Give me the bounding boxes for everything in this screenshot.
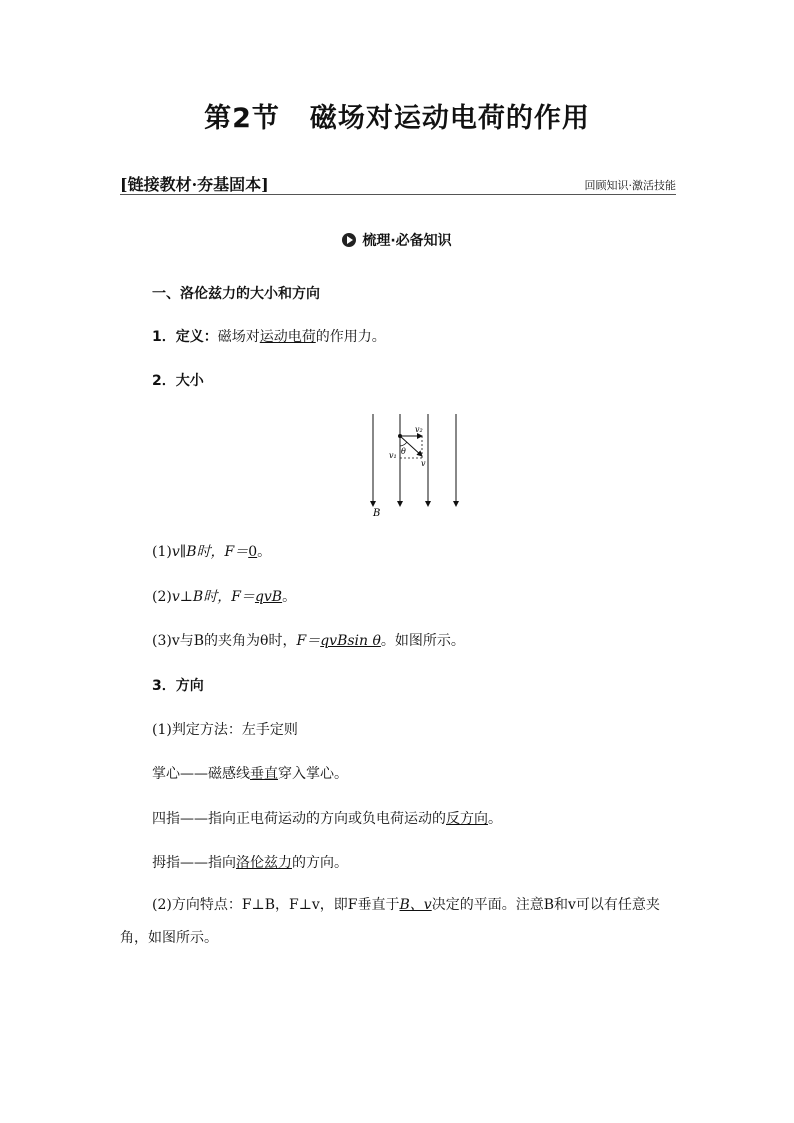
answer-blank: qvB [254,589,283,605]
b-field-label: B [373,508,381,518]
thumb-line: 拇指——指向洛伦兹力的方向。 [152,855,348,871]
case-angle: (3)v与B的夹角为θ时，F＝qvBsin θ。如图所示。 [152,633,465,649]
case-parallel: (1)v∥B时，F＝0。 [152,544,272,560]
header-rule [120,194,676,195]
answer-blank: B、v [399,897,432,913]
section-subheading: 梳理·必备知识 [0,230,794,250]
answer-blank: 运动电荷 [259,329,316,345]
answer-blank: 垂直 [250,766,278,782]
answer-blank: 0 [248,544,258,560]
direction-feature-paragraph: (2)方向特点：F⊥B，F⊥v，即F垂直于B、v决定的平面。注意B和v可以有任意夹角，如图所示。 [120,897,660,946]
theta-label: θ [401,447,406,456]
case-perpendicular: (2)v⊥B时，F＝qvB。 [152,589,297,605]
heading-lorentz-force: 一、洛伦兹力的大小和方向 [152,286,320,302]
velocity-decomposition-figure [362,410,470,518]
answer-blank: 反方向 [446,811,488,827]
fingers-line: 四指——指向正电荷运动的方向或负电荷运动的反方向。 [152,811,502,827]
page-title: 第2节 磁场对运动电荷的作用 [204,103,590,134]
header-right-label: 回顾知识·激活技能 [584,179,676,192]
direction-heading: 3．方向 [152,678,204,694]
v1-label: v₁ [389,451,397,460]
v-label: v [421,459,426,468]
theta-arc [400,442,407,446]
answer-blank: 洛伦兹力 [236,855,292,871]
charge-dot [398,434,402,438]
play-icon [342,233,356,247]
palm-line: 掌心——磁感线垂直穿入掌心。 [152,766,348,782]
size-heading: 2．大小 [152,373,204,389]
method-line: (1)判定方法：左手定则 [152,722,298,738]
header-left-label: [链接教材·夯基固本] [120,175,269,194]
v2-label: v₂ [415,425,423,434]
answer-blank: qvBsin θ [320,633,381,649]
definition-line: 1．定义：磁场对运动电荷的作用力。 [152,329,386,345]
